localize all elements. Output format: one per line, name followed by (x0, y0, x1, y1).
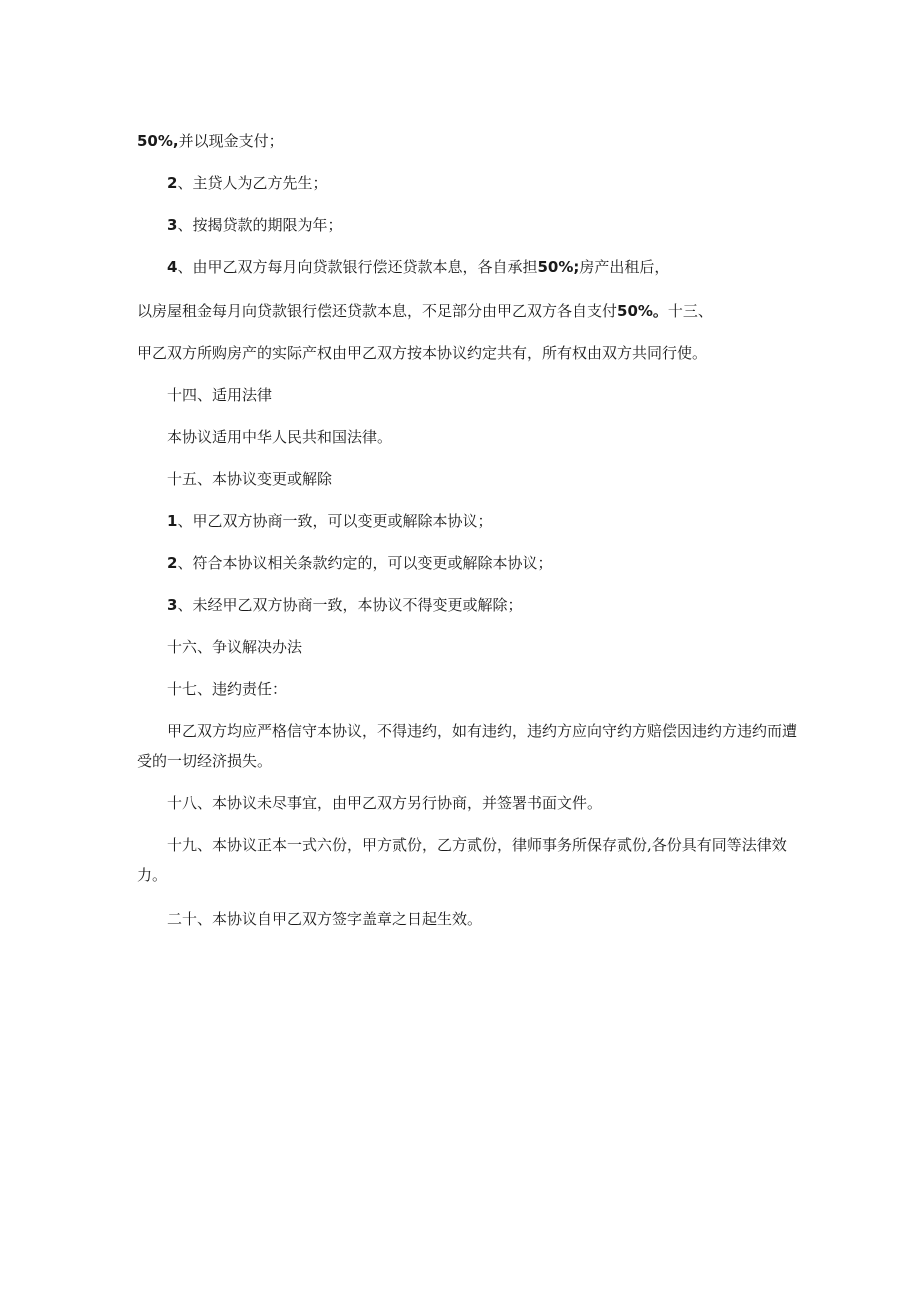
section-title-16: 十六、争议解决办法 (167, 638, 303, 656)
section-body-14: 本协议适用中华人民共和国法律。 (167, 428, 393, 446)
document-page (137, 126, 797, 934)
item-text: 房产出租后， (579, 258, 670, 276)
percent-value: 50%, (137, 132, 179, 150)
section-15-item-2 (137, 548, 797, 578)
item-text: 、符合本协议相关条款约定的，可以变更或解除本协议； (177, 554, 553, 572)
section-title-17: 十七、违约责任： (167, 680, 288, 698)
item-text: 、未经甲乙双方协商一致，本协议不得变更或解除； (177, 596, 523, 614)
section-15-item-1 (137, 506, 797, 536)
item-repayment (137, 252, 797, 282)
item-number: 4 (167, 258, 178, 276)
section-15-item-3 (137, 590, 797, 620)
section-20: 二十、本协议自甲乙双方签字盖章之日起生效。 (167, 910, 483, 928)
item-number: 2 (167, 174, 178, 192)
paragraph-payment-cash (137, 126, 797, 156)
item-text: 、主贷人为乙方先生； (177, 174, 328, 192)
paragraph-property-rights: 甲乙双方所购房产的实际产权由甲乙双方按本协议约定共有，所有权由双方共同行使。 (137, 344, 708, 362)
item-main-borrower (137, 168, 797, 198)
section-title-15: 十五、本协议变更或解除 (167, 470, 333, 488)
section-body-17: 甲乙双方均应严格信守本协议，不得违约，如有违约，违约方应向守约方赔偿因违约方违约而遭受的一切经济损失。 (137, 722, 798, 770)
item-text: 、甲乙双方协商一致，可以变更或解除本协议； (177, 512, 493, 530)
paragraph-text: 并以现金支付； (178, 132, 284, 150)
percent-value: 50%; (537, 258, 580, 276)
paragraph-text: 以房屋租金每月向贷款银行偿还贷款本息，不足部分由甲乙双方各自支付 (137, 302, 618, 320)
item-number: 2 (167, 554, 178, 572)
percent-value: 50%。 (617, 302, 668, 320)
item-text: 、由甲乙双方每月向贷款银行偿还贷款本息，各自承担 (177, 258, 538, 276)
item-loan-term (137, 210, 797, 240)
item-number: 3 (167, 596, 178, 614)
section-19: 十九、本协议正本一式六份，甲方贰份，乙方贰份，律师事务所保存贰份,各份具有同等法律效力。 (137, 836, 787, 884)
section-number: 十三、 (667, 302, 713, 320)
section-title-14: 十四、适用法律 (167, 386, 273, 404)
section-18: 十八、本协议未尽事宜，由甲乙双方另行协商，并签署书面文件。 (167, 794, 603, 812)
item-text: 、按揭贷款的期限为年； (177, 216, 343, 234)
item-number: 1 (167, 512, 178, 530)
paragraph-rent-repayment (137, 296, 797, 326)
item-number: 3 (167, 216, 178, 234)
